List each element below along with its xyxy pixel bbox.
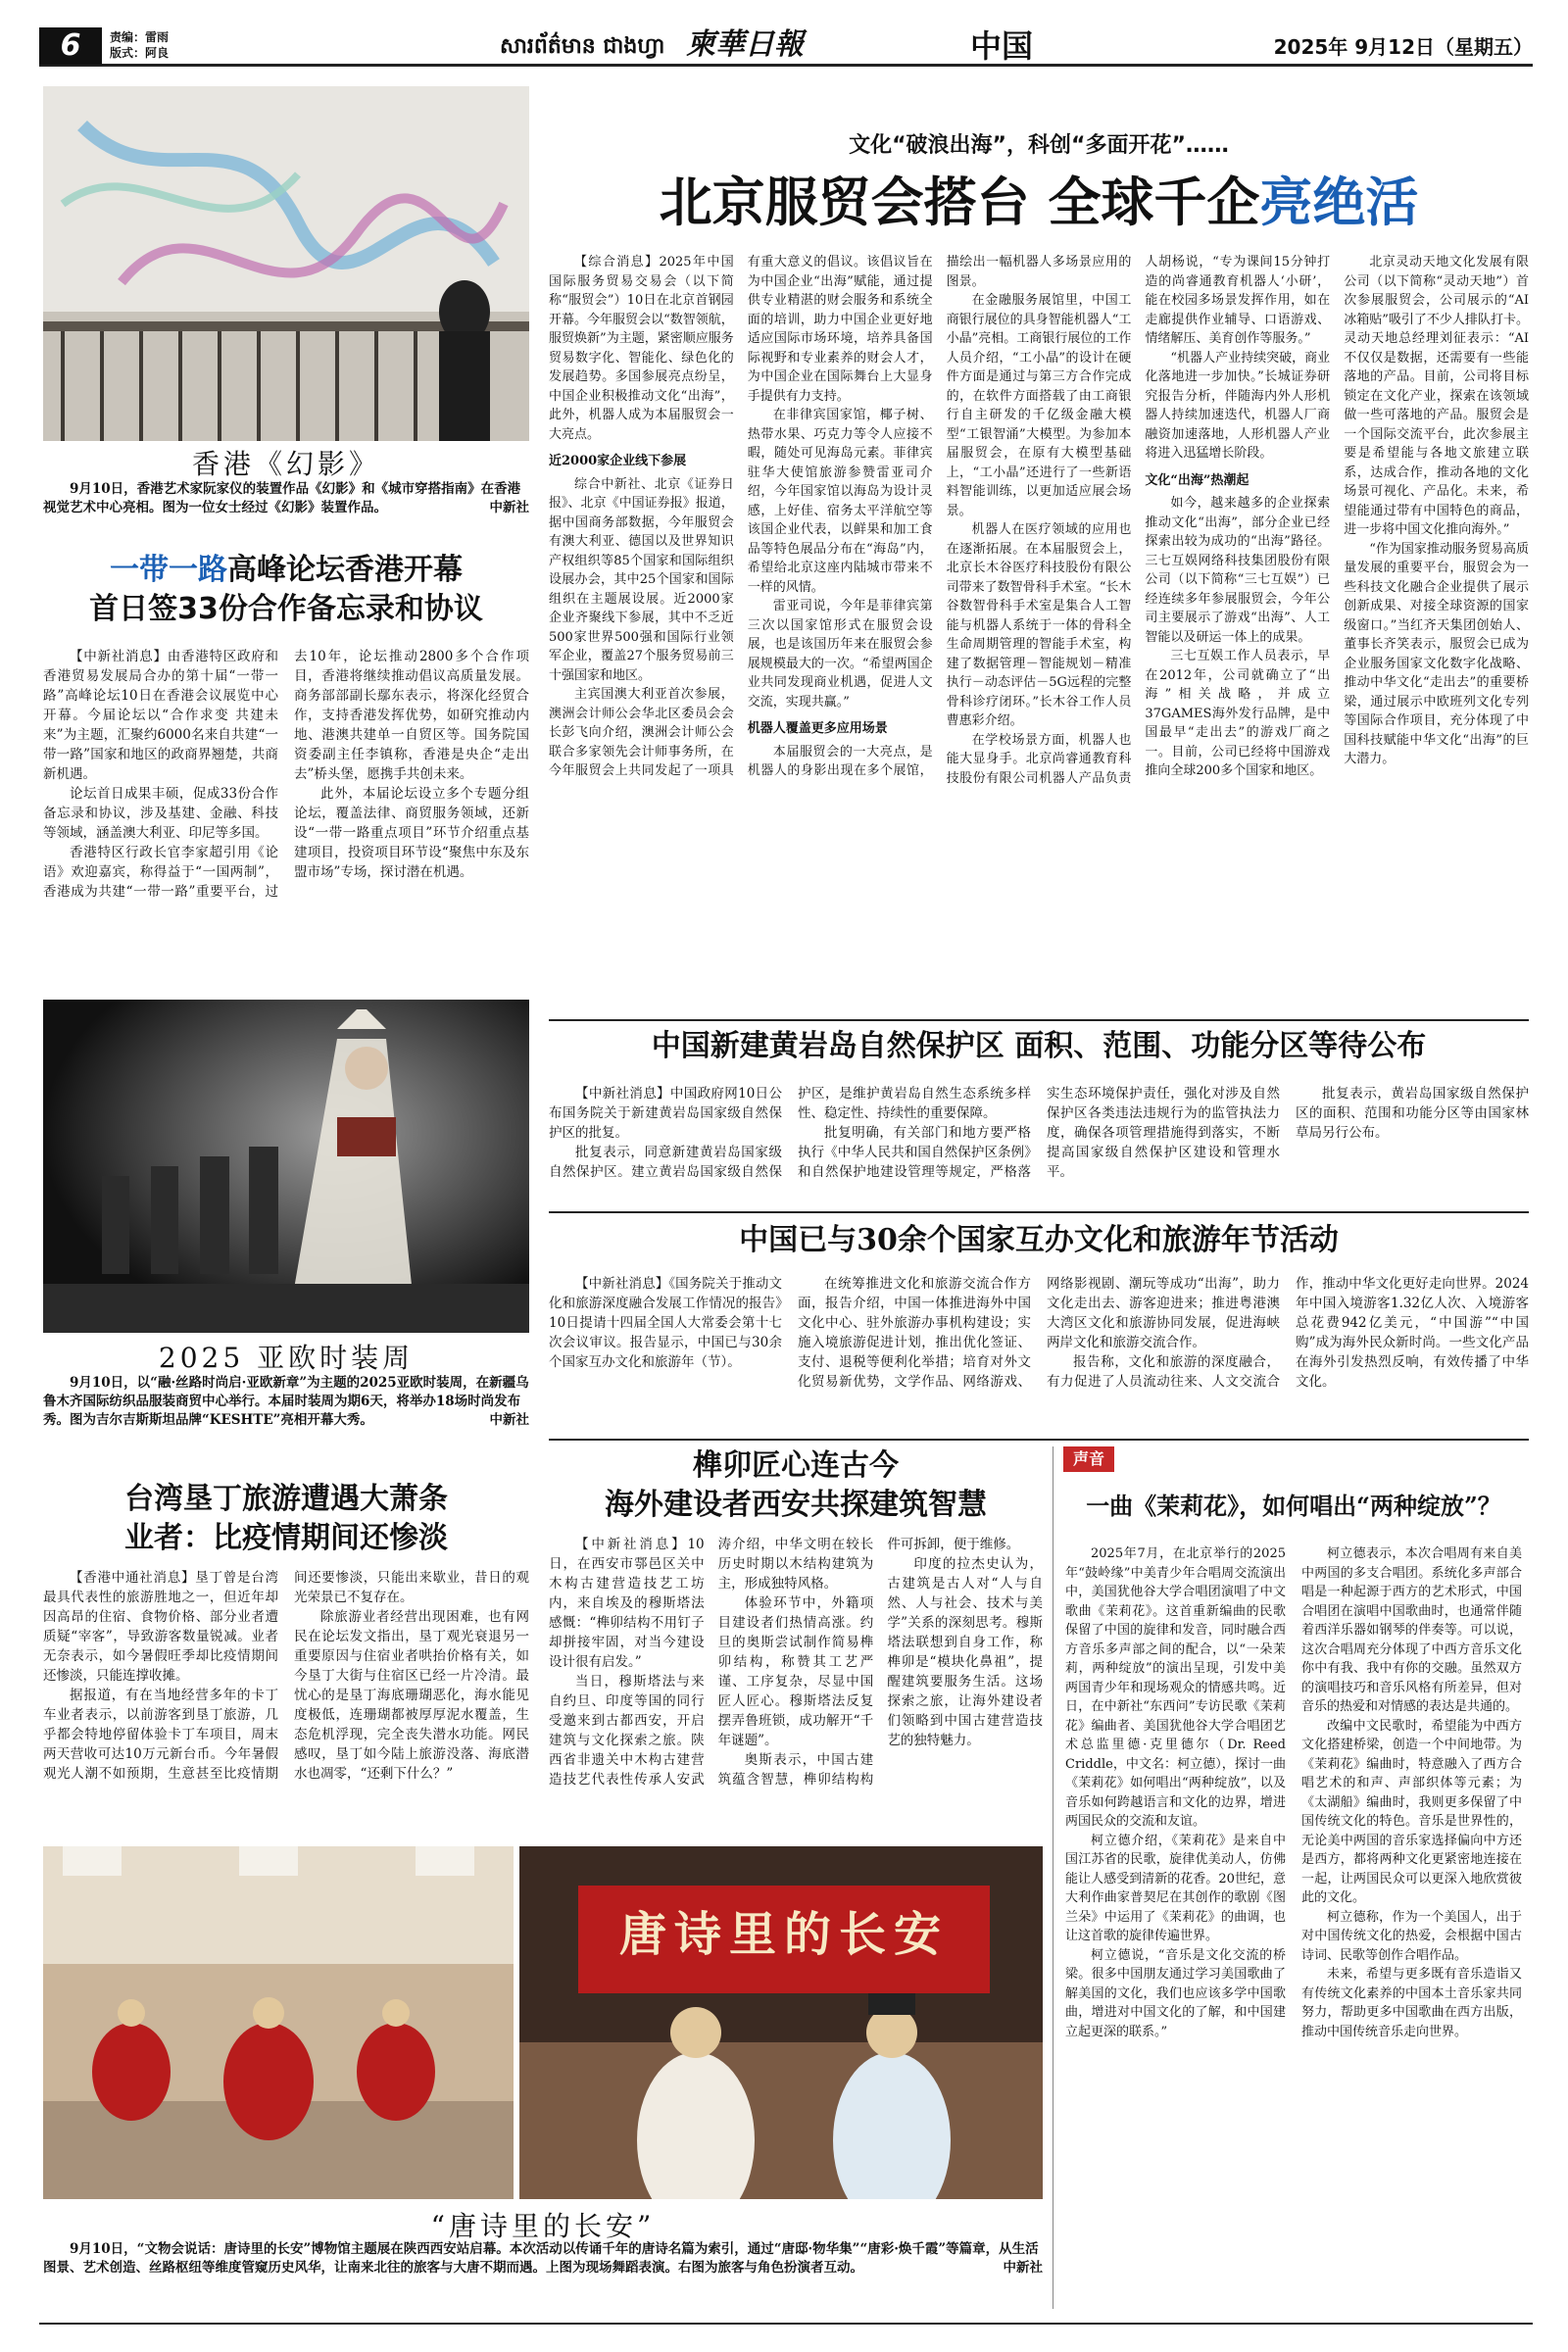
- xian-headline: 榫卯匠心连古今 海外建设者西安共探建筑智慧: [605, 1448, 987, 1522]
- belt-road-body: 【中新社消息】由香港特区政府和香港贸易发展局合办的第十届“一带一路”高峰论坛10日在香港会议展览中心开幕。今届论坛以“合作求变 共建未来”为主题，汇聚约6000名来自共建“一带一路”国家和地区的政商界翘楚，共商新机遇。 论坛首日成果丰硕，促成33份合作备忘录和协议，涉及基建、金融、科技等领域，涵盖澳大利亚、印尼等多国。 香港特区行政长官李家超引用《论语》欢迎嘉宾，称得益于“一国两制”，香港成为共建“一带一路”重要平台，过去10年，论坛推动2800多个合作项目，香港将继续推动倡议高质量发展。商务部部副长鄢东表示，将深化经贸合作，支持香港发挥优势，如研究推动内地、港澳共建单一自贸区等。国务院国资委副主任李镇称，香港是央企“走出去”桥头堡，愿携手共创未来。 此外，本届论坛设立多个专题分组论坛，覆盖法律、商贸服务领域，还新设“一带一路重点项目”环节介绍重点基建项目，投资项目环节设“聚焦中东及东盟市场”专场，探讨潜在机遇。: [43, 649, 529, 900]
- taiwan-body: 【香港中通社消息】垦丁曾是台湾最具代表性的旅游胜地之一，但近年却因高昂的住宿、食物价格、部分业者遭质疑“宰客”，导致游客数量锐减。业者无奈表示，如今暑假旺季却比疫情期间还惨淡，只能连撑收摊。 据报道，有在当地经营多年的卡丁车业者表示，以前游客到垦丁旅游，几乎都会特地停留体验卡丁车项目，周末两天营收可达10万元新台币。今年暑假观光人潮不如预期，生意甚至比疫情期间还要惨淡，只能出来歇业，昔日的观光荣景已不复存在。 除旅游业者经营出现困难，也有网民在论坛发文指出，垦丁观光衰退另一重要原因与住宿业者哄抬价格有关，如今垦丁大街与住宿区已经一片冷清。最忧心的是垦丁海底珊瑚恶化，海水能见度极低，连珊瑚都被厚厚泥水覆盖，生态危机浮现，完全丧失潜水功能。网民感叹，垦丁如今陆上旅游没落、海底潜水也凋零，“还剩下什么？”: [43, 1570, 529, 1782]
- photo-fashion-source: 中新社: [489, 1412, 529, 1428]
- photo-fashion-title: 2025 亚欧时装周: [158, 1342, 415, 1374]
- huangyan-body: 【中新社消息】中国政府网10日公布国务院关于新建黄岩岛国家级自然保护区的批复。 批复表示，同意新建黄岩岛国家级自然保护区。建立黄岩岛国家级自然保护区，是维护黄岩岛自然生态系统多样性、稳定性、持续性的重要保障。 批复明确，有关部门和地方要严格执行《中华人民共和国自然保护区条例》和自然保护地建设管理等规定，严格落实生态环境保护责任，强化对涉及自然保护区各类违法违规行为的监管执法力度，确保各项管理措施得到落实，不断提高国家级自然保护区建设和管理水平。 批复表示，黄岩岛国家级自然保护区的面积、范围和功能分区等由国家林草局另行公布。: [549, 1086, 1529, 1180]
- photo-tang-title: “唐诗里的长安”: [430, 2210, 656, 2242]
- voice-body: 2025年7月，在北京举行的2025年“鼓岭缘”中美青少年合唱周交流演出中，美国犹他谷大学合唱团演唱了中文歌曲《茉莉花》。这首重新编曲的民歌保留了中国的旋律和发音，同时融合西方音乐多声部之间的配合，以“一朵茉莉，两种绽放”的演出呈现，引发中美两国青少年和现场观众的情感共鸣。近日，在中新社“东西问”专访民歌《茉莉花》编曲者、美国犹他谷大学合唱团艺术总监里德·克里德尔（Dr. Reed Criddle，中文名：柯立德），探讨一曲《茉莉花》如何唱出“两种绽放”，以及音乐如何跨越语言和文化的边界，增进两国民众的交流和友谊。 柯立德介绍，《茉莉花》是来自中国江苏省的民歌，旋律优美动人，仿佛能让人感受到清新的花香。20世纪，意大利作曲家普契尼在其创作的歌剧《图兰朵》中运用了《茉莉花》的曲调，也让这首歌的旋律传遍世界。 柯立德说，“音乐是文化交流的桥梁。很多中国朋友通过学习美国歌曲了解美国的文化，我们也应该多学中国歌曲，增进对中国文化的了解，和中国建立起更深的联系。” 柯立德表示，本次合唱周有来自美中两国的多支合唱团。系统化多声部合唱是一种起源于西方的艺术形式，中国合唱团在演唱中国歌曲时，也通常伴随着西洋乐器如钢琴的伴奏等。可以说，这次合唱周充分体现了中西方音乐文化你中有我、我中有你的交融。虽然双方的演唱技巧和音乐风格有所差异，但对音乐的热爱和对情感的表达是共通的。 改编中文民歌时，希望能为中西方文化搭建桥梁，创造一个中间地带。为《茉莉花》编曲时，特意融入了西方合唱艺术的和声、声部织体等元素；为《太湖船》编曲时，我则更多保留了中国传统文化的特色。音乐是世界性的，无论美中两国的音乐家选择偏向中方还是西方，都将两种文化更紧密地连接在一起，让两国民众可以更深入地欣赏彼此的文化。 柯立德称，作为一个美国人，出于对中国传统文化的热爱，会根据中国古诗词、民歌等创作合唱作品。 未来，希望与更多既有音乐造诣又有传统文化素养的中国本土音乐家共同努力，帮助更多中国歌曲在西方出版，推动中国传统音乐走向世界。: [1065, 1546, 1522, 2039]
- khmer-name: សារព័ត៌មាន ជាងហ្វា: [500, 34, 665, 59]
- xian-body: 【中新社消息】10日，在西安市鄠邑区关中木构古建营造技艺工坊内，来自埃及的穆斯塔法感慨：“榫卯结构不用钉子却拼接牢固，对当今建设设计很有启发。” 当日，穆斯塔法与来自约旦、印度等国的同行受邀来到古都西安，开启建筑与文化探索之旅。陕西省非遗关中木构古建营造技艺代表性传承人安武涛介绍，中华文明在较长历史时期以木结构建筑为主，形成独特风格。 体验环节中，外籍项目建设者们热情高涨。约旦的奥斯尝试制作简易榫卯结构，称赞其工艺严谨、工序复杂，尽显中国匠人匠心。穆斯塔法反复摆弄鲁班锁，成功解开“千年谜题”。 奥斯表示，中国古建筑蕴含智慧，榫卯结构构件可拆卸，便于维修。 印度的拉杰史认为，古建筑是古人对“人与自然、人与社会、技术与美学”关系的深刻思考。穆斯塔法联想到自身工作，称榫卯是“模块化鼻祖”，提醒建筑要服务生活。这场探索之旅，让海外建设者们领略到中国古建营造技艺的独特魅力。: [549, 1537, 1043, 1788]
- culture-year-headline: 中国已与30余个国家互办文化和旅游年节活动: [739, 1223, 1339, 1257]
- subhead-robots: 机器人覆盖更多应用场景: [747, 721, 888, 736]
- section-title: 中国: [970, 27, 1034, 65]
- subhead-culture: 文化“出海”热潮起: [1145, 472, 1250, 488]
- subhead-exhibitors: 近2000家企业线下参展: [549, 454, 687, 468]
- fashion-illustration: [43, 1000, 529, 1333]
- top-story-body: 【综合消息】2025年中国国际服务贸易交易会（以下简称“服贸会”）10日在北京首钢园开幕。今年服贸会以“数智领航，服贸焕新”为主题，紧密顺应服务贸易数字化、智能化、绿色化的发展趋势。多国参展亮点纷呈，中国企业积极推动文化“出海”，此外，机器人成为本届服贸会一大亮点。 近2000家企业线下参展 综合中新社、北京《证券日报》、北京《中国证券报》报道，据中国商务部数据，今年服贸会有澳大利亚、德国以及世界知识产权组织等85个国家和国际组织设展办会，其中25个国家和国际组织在主题展设展。近2000家企业齐聚线下参展，其中不乏近500家世界500强和国际行业领军企业，覆盖27个服务贸易前三十强国家和地区。 主宾国澳大利亚首次参展，澳洲会计师公会华北区委员会会长彭飞向介绍，澳洲会计师公会联合多家领先会计师事务所，在今年服贸会上共同发起了一项具有重大意义的倡议。该倡议旨在为中国企业“出海”赋能，通过提供专业精湛的财会服务和系统全面的培训，助力中国企业更好地适应国际市场环境，培养具备国际视野和专业素养的财会人才，为中国企业在国际舞台上大显身手提供有力支持。 在非律宾国家馆，椰子树、热带水果、巧克力等令人应接不暇，随处可见海岛元素。菲律宾驻华大使馆旅游参赞雷亚司介绍，今年国家馆以海岛为设计灵感，上好佳、宿务太平洋航空等该国企业代表，以鲜果和加工食品等特色展品分布在“海岛”内，希望给北京这座内陆城市带来不一样的风情。 雷亚司说，今年是菲律宾第三次以国家馆形式在服贸会设展，也是该国历年来在服贸会参展规模最大的一次。“希望两国企业共同发现商业机遇，促进人文交流，实现共赢。” 机器人覆盖更多应用场景 本届服贸会的一大亮点，是机器人的身影出现在多个展馆，描绘出一幅机器人多场景应用的图景。 在金融服务展馆里，中国工商银行展位的具身智能机器人“工小晶”亮相。工商银行展位的工作人员介绍，“工小晶”的设计在硬件方面是通过与第三方合作完成的，在软件方面搭载了由工商银行自主研发的千亿级金融大模型“工银智涌”大模型。为参加本届服贸会，在原有大模型基础上，“工小晶”还进行了一些新语料智能训练，以更加适应展会场景。 机器人在医疗领域的应用也在逐渐拓展。在本届服贸会上，北京长木谷医疗科技股份有限公司带来了数智骨科手术室。“长木谷数智骨科手术室是集合人工智能与机器人系统于一体的骨科全生命周期管理的智能手术室，构建了数据管理－智能规划－精准执行－动态评估－5G远程的完整骨科诊疗闭环。”长木谷工作人员曹惠彩介绍。 在学校场景方面，机器人也能大显身手。北京尚睿通教育科技股份有限公司机器人产品负责人胡杨说，“专为课间15分钟打造的尚睿通教育机器人‘小研’，能在校园多场景发挥作用，如在走廊提供作业辅导、口语游戏、情绪解压、美育创作等服务。” “机器人产业持续突破，商业化落地进一步加快。”长城证券研究报告分析，伴随海内外人形机器人持续加速迭代，机器人厂商融资加速落地，人形机器人产业将进入迅猛增长阶段。 文化“出海”热潮起 如今，越来越多的企业探索推动文化“出海”，部分企业已经探索出较为成功的“出海”路径。三七互娱网络科技集团股份有限公司（以下简称“三七互娱”）已经连续多年参展服贸会，今年公司主要展示了游戏“出海”、人工智能以及研运一体上的成果。 三七互娱工作人员表示，早在2012年，公司就确立了“出海”相关战略，并成立37GAMES海外发行品牌，是中国最早“走出去”的游戏厂商之一。目前，公司已经将中国游戏推向全球200多个国家和地区。 北京灵动天地文化发展有限公司（以下简称“灵动天地”）首次参展服贸会，公司展示的“AI冰箱贴”吸引了不少人排队打卡。灵动天地总经理刘征表示：“AI不仅仅是数据，还需要有一些能落地的产品。目前，公司将目标锁定在文化产业，探索在该领域做一些可落地的产品。服贸会是一个国际交流平台，此次参展主要是希望能与各地文旅建立联系，达成合作，推动各地的文化场景可视化、产品化。未来，希望能通过带有中国特色的商品，进一步将中国文化推向海外。” “作为国家推动服务贸易高质量发展的重要平台，服贸会为一些科技文化融合企业提供了展示创新成果、对接全球资源的国家级窗口。”当红齐天集团创始人、董事长齐笑表示，服贸会已成为企业服务国家文化数字化战略、推动中华文化“走出去”的重要桥梁，通过展示中欧班列文化专列等国际合作项目，充分体现了中国科技赋能中华文化“出海”的巨大潜力。: [549, 255, 1529, 786]
- voice-box: [1053, 1446, 1529, 2309]
- bottom-rule: [39, 2323, 1533, 2325]
- photo-hk-caption: 9月10日，香港艺术家阮家仪的装置作品《幻影》和《城市穿搭指南》在香港视觉艺术中心亮相。图为一位女士经过《幻影》装置作品。 中新社: [43, 481, 529, 515]
- rule-1: [549, 1019, 1529, 1021]
- rule-3: [549, 1439, 1529, 1441]
- belt-road-headline: 一带一路高峰论坛香港开幕 首日签33份合作备忘录和协议: [89, 553, 483, 626]
- editor-credit: 责编：雷雨: [110, 30, 170, 44]
- belt-road-headline-accent: 一带一路: [110, 553, 227, 587]
- issue-date: 2025年 9月12日（星期五）: [1273, 35, 1533, 59]
- masthead: [39, 27, 1533, 67]
- photo-hk-installation: [43, 86, 529, 441]
- paper-name: 柬華日報: [686, 27, 804, 62]
- taiwan-headline: 台湾垦丁旅游遭遇大萧条 业者：比疫情期间还惨淡: [124, 1482, 448, 1555]
- photo-tang-source: 中新社: [1003, 2260, 1043, 2276]
- photo-fashion-caption: 9月10日，以“融·丝路时尚启·亚欧新章”为主题的2025亚欧时装周，在新疆乌鲁木齐国际纺织品服装商贸中心举行。本届时装周为期6天，将举办18场时尚发布秀。图为吉尔吉斯斯坦品牌“KESHTE”亮相开幕大秀。 中新社: [43, 1375, 529, 1428]
- culture-year-body: 【中新社消息】《国务院关于推动文化和旅游深度融合发展工作情况的报告》10日提请十四届全国人大常委会第十七次会议审议。报告显示，中国已与30余个国家互办文化和旅游年（节）。 在统筹推进文化和旅游交流合作方面，报告介绍，中国一体推进海外中国文化中心、驻外旅游办事机构建设；实施入境旅游促进计划，推出优化签证、支付、退税等便利化举措；培育对外文化贸易新优势，文学作品、网络游戏、网络影视剧、潮玩等成功“出海”，助力文化走出去、游客迎进来；推进粤港澳大湾区文化和旅游协同发展，促进海峡两岸文化和旅游交流合作。 报告称，文化和旅游的深度融合，有力促进了人员流动往来、人文交流合作，推动中华文化更好走向世界。2024年中国入境游客1.32亿人次、入境游客总花费942亿美元，“中国游”“中国购”成为海外民众新时尚。一些文化产品在海外引发热烈反响，有效传播了中华文化。: [549, 1276, 1529, 1390]
- page-number: 6: [39, 27, 102, 65]
- top-story-headline: 北京服贸会搭台 全球千企亮绝活: [659, 172, 1419, 233]
- photo-tang-caption: 9月10日，“文物会说话：唐诗里的长安”博物馆主题展在陕西西安站启幕。本次活动以传诵千年的唐诗名篇为索引，通过“唐邸·物华集”“唐彩·焕千霞”等篇章，从生活图景、艺术创造、丝路枢纽等维度管窥历史风华，让南来北往的旅客与大唐不期而遇。上图为现场舞蹈表演。右图为旅客与角色扮演者互动。 中新社: [43, 2241, 1043, 2276]
- photo-hk-title: 香港《幻影》: [191, 448, 380, 480]
- top-story-kicker: 文化“破浪出海”，科创“多面开花”……: [849, 133, 1229, 158]
- layout-credit: 版式：阿良: [110, 46, 170, 60]
- photo-tang-cosplay: [519, 1846, 1043, 2199]
- photo-fashion-week: [43, 1000, 529, 1333]
- photo-hk-source: 中新社: [489, 500, 529, 515]
- dance-illustration: [43, 1846, 514, 2199]
- huangyan-headline: 中国新建黄岩岛自然保护区 面积、范围、功能分区等待公布: [651, 1029, 1427, 1063]
- voice-headline: 一曲《茉莉花》，如何唱出“两种绽放”？: [1086, 1492, 1501, 1520]
- rule-2: [549, 1211, 1529, 1213]
- tang-sign: 唐诗里的长安: [618, 1907, 949, 1962]
- installation-illustration: [43, 86, 529, 441]
- photo-tang-dance: [43, 1846, 514, 2199]
- voice-tag: 声音: [1063, 1446, 1114, 1472]
- headline-accent: 亮绝活: [1259, 172, 1419, 233]
- cosplay-illustration: [519, 1846, 1043, 2199]
